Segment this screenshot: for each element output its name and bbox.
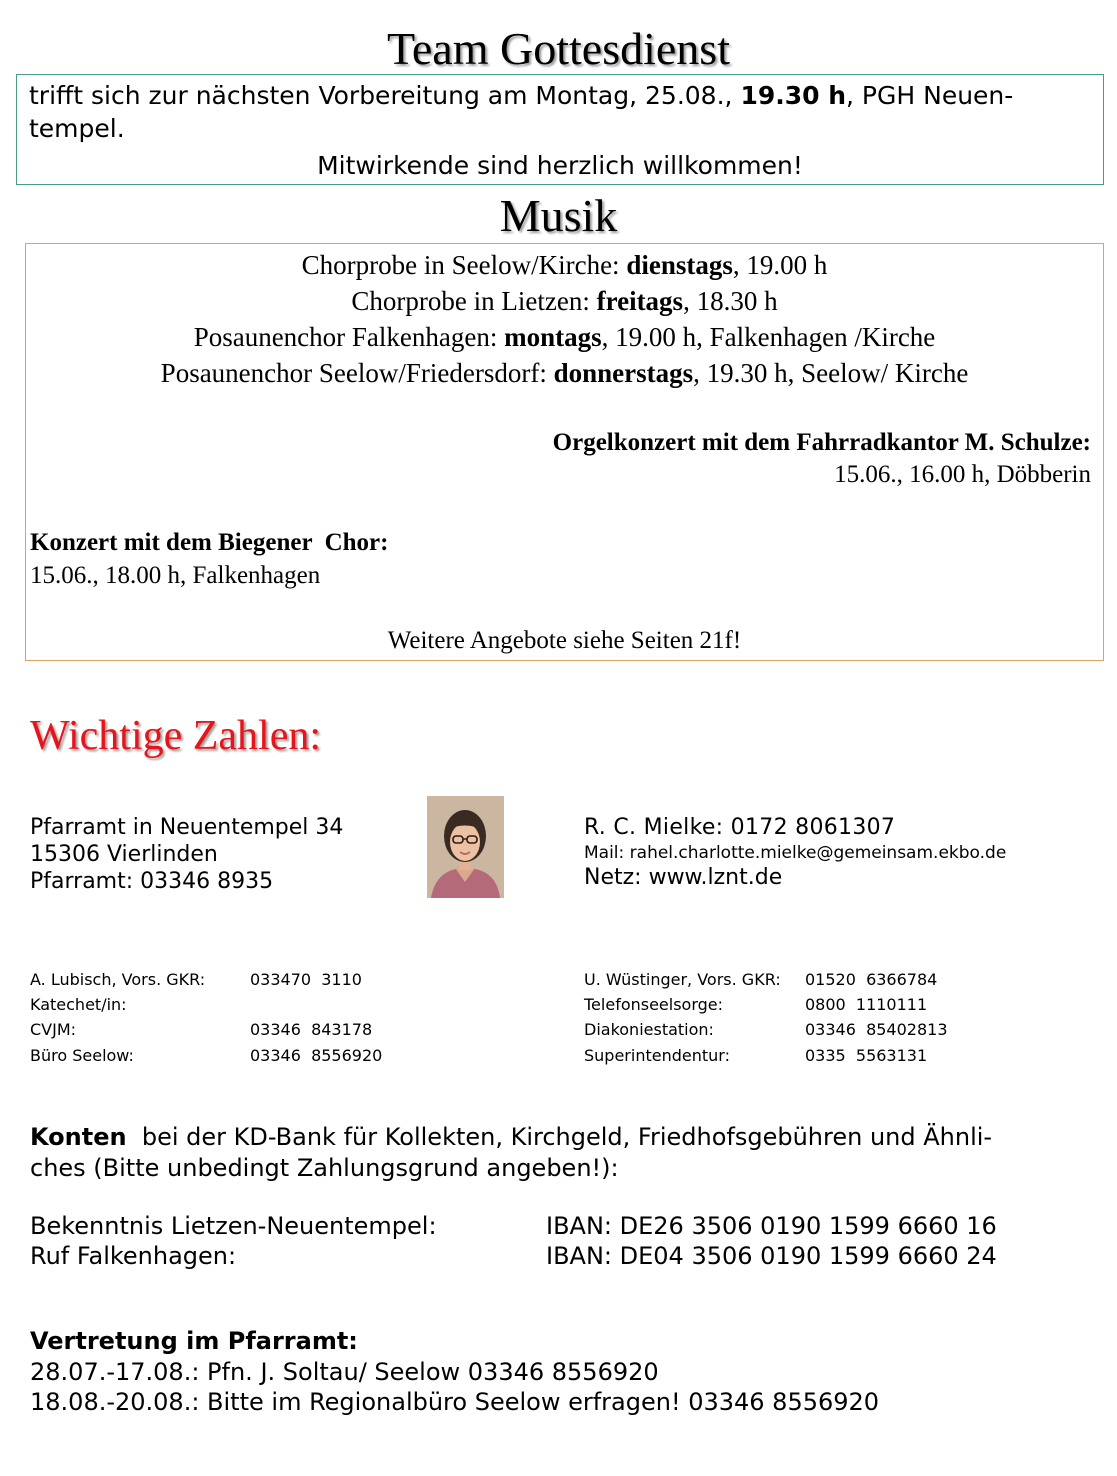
contact-number: 0335 5563131: [805, 1046, 928, 1065]
contact-number: 03346 85402813: [805, 1020, 948, 1039]
music-row: [26, 319, 1103, 355]
more-offers: Weitere Angebote siehe Seiten 21f!: [387, 627, 742, 654]
account-iban: IBAN: DE04 3506 0190 1599 6660 24: [546, 1242, 997, 1270]
team-line-1-end: , PGH Neuen-: [846, 81, 1014, 110]
music-row-text: Chorprobe in Lietzen:: [351, 286, 597, 316]
contact-label: Diakoniestation:: [584, 1020, 714, 1039]
choir-concert-detail: 15.06., 18.00 h, Falkenhagen: [30, 562, 321, 589]
music-row-text: Chorprobe in Seelow/Kirche:: [301, 250, 627, 280]
vertretung-line: 18.08.-20.08.: Bitte im Regionalbüro Seelow erfragen! 03346 8556920: [30, 1388, 880, 1416]
music-row-text: Posaunenchor Seelow/Friedersdorf:: [160, 358, 554, 388]
address-line: Pfarramt: 03346 8935: [30, 869, 274, 894]
team-heading: Team Gottesdienst: [387, 23, 730, 74]
zahlen-heading: Wichtige Zahlen:: [30, 713, 322, 759]
account-name: Bekenntnis Lietzen-Neuentempel:: [30, 1212, 437, 1240]
konten-line-1: [30, 1122, 992, 1152]
team-line-2: tempel.: [29, 114, 125, 143]
music-row-day: freitags: [596, 286, 684, 316]
vertretung-title: Vertretung im Pfarramt:: [30, 1327, 358, 1355]
portrait-image: [427, 796, 504, 898]
vertretung-line: 28.07.-17.08.: Pfn. J. Soltau/ Seelow 03346 8556920: [30, 1358, 659, 1386]
contact-number: 033470 3110: [250, 970, 362, 989]
contact-number: 01520 6366784: [805, 970, 938, 989]
account-iban: IBAN: DE26 3506 0190 1599 6660 16: [546, 1212, 997, 1240]
team-time: 19.30 h: [740, 81, 847, 110]
address-line: 15306 Vierlinden: [30, 842, 218, 867]
music-row-day: dienstags: [626, 250, 733, 280]
team-line-1-text: trifft sich zur nächsten Vorbereitung am Montag, 25.08.,: [29, 81, 741, 110]
contact-name: R. C. Mielke: 0172 8061307: [584, 815, 896, 840]
contact-label: Telefonseelsorge:: [584, 995, 724, 1014]
music-row: [26, 355, 1103, 391]
organ-concert-detail: 15.06., 16.00 h, Döbberin: [834, 461, 1091, 488]
musik-box: [25, 243, 1104, 661]
contact-label: Katechet/in:: [30, 995, 127, 1014]
music-row-time: , 19.00 h, Falkenhagen /Kirche: [601, 322, 936, 352]
music-row-time: , 19.00 h: [732, 250, 828, 280]
konten-line-2: ches (Bitte unbedingt Zahlungsgrund angeben!):: [30, 1154, 619, 1182]
music-row-time: , 19.30 h, Seelow/ Kirche: [693, 358, 969, 388]
pastor-photo: [427, 796, 504, 898]
musik-heading: Musik: [499, 190, 618, 241]
contact-number: 03346 8556920: [250, 1046, 383, 1065]
team-box: [16, 74, 1104, 185]
contact-label: Superintendentur:: [584, 1046, 730, 1065]
contact-label: A. Lubisch, Vors. GKR:: [30, 970, 206, 989]
music-row: [26, 247, 1103, 283]
contact-number: 0800 1110111: [805, 995, 928, 1014]
music-row-day: montags: [504, 322, 602, 352]
konten-text: bei der KD-Bank für Kollekten, Kirchgeld, Friedhofsgebühren und Ähnli-: [126, 1123, 993, 1151]
address-line: Pfarramt in Neuentempel 34: [30, 815, 344, 840]
organ-concert-title: Orgelkonzert mit dem Fahrradkantor M. Schulze:: [552, 429, 1091, 456]
music-row: [26, 283, 1103, 319]
contact-number: 03346 843178: [250, 1020, 373, 1039]
contact-website[interactable]: Netz: www.lznt.de: [584, 865, 783, 890]
music-row-time: , 18.30 h: [683, 286, 778, 316]
team-line-1: [29, 79, 1013, 112]
account-name: Ruf Falkenhagen:: [30, 1242, 237, 1270]
contact-label: U. Wüstinger, Vors. GKR:: [584, 970, 781, 989]
contact-label: CVJM:: [30, 1020, 77, 1039]
choir-concert-title: Konzert mit dem Biegener Chor:: [30, 529, 389, 556]
konten-label: Konten: [30, 1123, 127, 1151]
contact-mail[interactable]: Mail: rahel.charlotte.mielke@gemeinsam.ekbo.de: [584, 843, 1007, 863]
music-row-day: donnerstags: [553, 358, 694, 388]
contact-label: Büro Seelow:: [30, 1046, 134, 1065]
music-row-text: Posaunenchor Falkenhagen:: [193, 322, 505, 352]
team-invite: Mitwirkende sind herzlich willkommen!: [317, 151, 803, 180]
